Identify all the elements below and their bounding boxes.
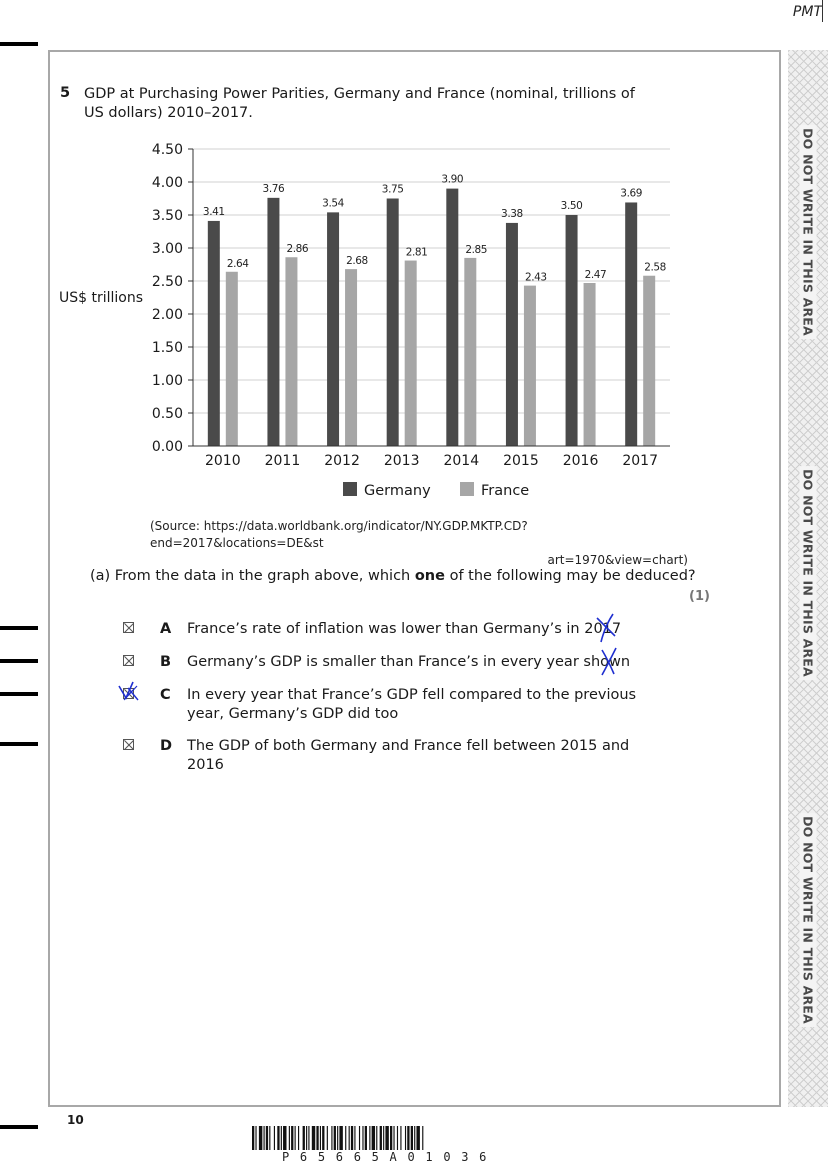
option-b-letter: B — [160, 654, 172, 670]
margin-tick — [0, 1125, 38, 1129]
barcode-bar — [416, 1126, 419, 1150]
barcode-bar — [252, 1126, 254, 1150]
bar-france-2015 — [524, 286, 536, 446]
data-label-france-2012: 2.68 — [346, 255, 368, 268]
x-tick-label: 2014 — [443, 453, 480, 469]
data-label-france-2017: 2.58 — [644, 261, 666, 274]
barcode-bar — [376, 1126, 377, 1150]
handwritten-tick-c — [116, 678, 146, 708]
legend-france-swatch — [460, 482, 474, 496]
barcode-bar — [407, 1126, 409, 1150]
do-not-write-label: DO NOT WRITE IN THIS AREA — [800, 813, 817, 1027]
data-label-france-2014: 2.85 — [465, 243, 488, 256]
prompt-text: (a) From the data in the graph above, which — [90, 568, 415, 584]
y-tick-label: 4.50 — [151, 142, 183, 158]
option-a-text: France’s rate of inflation was lower than Germany’s in 2017 — [187, 621, 622, 637]
barcode-bar — [320, 1126, 321, 1150]
option-c-letter: C — [160, 687, 171, 703]
bar-germany-2012 — [327, 212, 339, 446]
handwritten-cross-a — [593, 610, 623, 646]
prompt-text-end: of the following may be deduced? — [444, 568, 696, 584]
barcode-bar — [269, 1126, 270, 1150]
barcode-bar — [334, 1126, 336, 1150]
data-label-germany-2013: 3.75 — [381, 183, 404, 196]
barcode-bar — [414, 1126, 415, 1150]
barcode-bar — [337, 1126, 338, 1150]
barcode-bar — [365, 1126, 367, 1150]
question-title: GDP at Purchasing Power Parities, Germany and France (nominal, trillions of US dollars) 2010–2017. — [84, 86, 635, 121]
barcode-bar — [322, 1126, 324, 1150]
barcode-bar — [298, 1126, 299, 1150]
barcode-bar — [380, 1126, 382, 1150]
marks-available: (1) — [689, 589, 710, 604]
x-tick-label: 2013 — [383, 453, 420, 469]
data-label-france-2013: 2.81 — [405, 246, 428, 259]
bar-france-2017 — [643, 276, 655, 446]
gdp-bar-chart — [0, 0, 828, 520]
barcode-bar — [359, 1126, 360, 1150]
source-line-2: art=1970&view=chart) — [547, 553, 688, 567]
option-b-checkbox[interactable] — [123, 655, 134, 666]
data-label-germany-2012: 3.54 — [322, 197, 344, 210]
chart-y-axis-label: US$ trillions — [59, 290, 144, 306]
barcode-bar — [354, 1126, 355, 1150]
source-line-1: (Source: https://data.worldbank.org/indicator/NY.GDP.MKTP.CD?end=2017&locations=DE&st — [150, 519, 528, 550]
barcode-bar — [291, 1126, 293, 1150]
y-tick-label: 2.50 — [151, 274, 183, 290]
y-tick-label: 1.50 — [151, 340, 183, 356]
barcode-bar — [295, 1126, 296, 1150]
question-number: 5 — [60, 85, 71, 101]
barcode-bar — [372, 1126, 375, 1150]
barcode-bar — [289, 1126, 290, 1150]
option-d-text: The GDP of both Germany and France fell between 2015 and 2016 — [187, 738, 630, 773]
bar-germany-2017 — [625, 202, 637, 446]
data-label-france-2011: 2.86 — [286, 243, 309, 256]
bar-france-2013 — [405, 261, 417, 446]
part-a-prompt — [90, 568, 696, 584]
barcode-bar — [362, 1126, 363, 1150]
handwritten-cross-b — [598, 644, 628, 680]
barcode-bar — [306, 1126, 307, 1150]
bar-france-2010 — [226, 272, 238, 446]
y-tick-label: 1.00 — [151, 373, 183, 389]
bar-germany-2011 — [267, 198, 279, 446]
barcode-bar — [422, 1126, 423, 1150]
bar-germany-2015 — [506, 223, 518, 446]
barcode-bar — [369, 1126, 370, 1150]
barcode-bar — [397, 1126, 398, 1150]
barcode-bar — [281, 1126, 282, 1150]
barcode-bar — [383, 1126, 384, 1150]
barcode-bar — [303, 1126, 305, 1150]
barcode-bar — [351, 1126, 353, 1150]
pmt-mark: PMT — [792, 4, 822, 20]
barcode-text: P65665A01036 — [282, 1150, 498, 1164]
barcode-bar — [400, 1126, 401, 1150]
barcode-bar — [308, 1126, 309, 1150]
barcode — [252, 1126, 577, 1150]
barcode-bar — [283, 1126, 286, 1150]
y-tick-label: 0.00 — [151, 439, 183, 455]
barcode-bar — [405, 1126, 406, 1150]
y-tick-label: 3.50 — [151, 208, 183, 224]
page-number: 10 — [67, 1113, 84, 1127]
barcode-bar — [393, 1126, 394, 1150]
bar-france-2014 — [464, 258, 476, 446]
barcode-bar — [316, 1126, 318, 1150]
option-d-checkbox[interactable] — [123, 739, 134, 750]
legend-germany-label: Germany — [364, 483, 431, 499]
barcode-bar — [339, 1126, 342, 1150]
margin-tick — [0, 742, 38, 746]
bar-germany-2010 — [208, 221, 220, 446]
barcode-bar — [345, 1126, 346, 1150]
prompt-emphasis: one — [414, 568, 445, 584]
data-label-germany-2016: 3.50 — [560, 200, 583, 212]
data-label-germany-2014: 3.90 — [441, 173, 464, 186]
data-label-germany-2010: 3.41 — [202, 205, 225, 218]
source-citation — [150, 518, 688, 569]
legend-germany-swatch — [343, 482, 357, 496]
do-not-write-label: DO NOT WRITE IN THIS AREA — [800, 125, 817, 339]
x-tick-label: 2011 — [264, 453, 301, 469]
data-label-germany-2015: 3.38 — [501, 207, 523, 220]
y-tick-label: 0.50 — [151, 406, 183, 422]
option-a-letter: A — [160, 621, 172, 637]
bar-france-2012 — [345, 269, 357, 446]
chart-bars — [208, 189, 655, 446]
barcode-bar — [264, 1126, 265, 1150]
data-label-france-2015: 2.43 — [524, 271, 547, 284]
barcode-bar — [259, 1126, 262, 1150]
barcode-bar — [327, 1126, 328, 1150]
margin-tick — [0, 626, 38, 630]
y-tick-label: 4.00 — [151, 175, 183, 191]
barcode-bar — [349, 1126, 350, 1150]
do-not-write-label: DO NOT WRITE IN THIS AREA — [800, 466, 817, 680]
option-c-text: In every year that France’s GDP fell compared to the previous year, Germany’s GDP did too — [187, 687, 637, 722]
barcode-bar — [411, 1126, 413, 1150]
x-tick-label: 2015 — [503, 453, 539, 469]
margin-tick — [0, 659, 38, 663]
y-tick-label: 2.00 — [151, 307, 183, 323]
option-b-text: Germany’s GDP is smaller than France’s in every year shown — [187, 654, 631, 670]
barcode-bar — [390, 1126, 392, 1150]
x-tick-label: 2017 — [622, 453, 659, 469]
barcode-bar — [266, 1126, 268, 1150]
data-label-france-2010: 2.64 — [226, 257, 249, 270]
barcode-bar — [255, 1126, 256, 1150]
barcode-bar — [277, 1126, 279, 1150]
x-tick-label: 2010 — [204, 453, 241, 469]
barcode-bar — [312, 1126, 315, 1150]
x-tick-label: 2012 — [324, 453, 360, 469]
bar-germany-2016 — [566, 215, 578, 446]
bar-france-2011 — [285, 257, 297, 446]
option-d-letter: D — [160, 738, 173, 754]
bar-france-2016 — [584, 283, 596, 446]
margin-tick — [0, 692, 38, 696]
barcode-bar — [331, 1126, 332, 1150]
legend-france-label: France — [481, 483, 530, 499]
data-label-germany-2011: 3.76 — [262, 182, 285, 195]
y-tick-label: 3.00 — [151, 241, 183, 257]
bar-germany-2013 — [387, 199, 399, 447]
option-a-checkbox[interactable] — [123, 622, 134, 633]
bar-germany-2014 — [446, 189, 458, 446]
data-label-france-2016: 2.47 — [584, 268, 607, 281]
barcode-bar — [385, 1126, 388, 1150]
x-tick-label: 2016 — [562, 453, 599, 469]
data-label-germany-2017: 3.69 — [620, 187, 643, 200]
barcode-bar — [274, 1126, 275, 1150]
